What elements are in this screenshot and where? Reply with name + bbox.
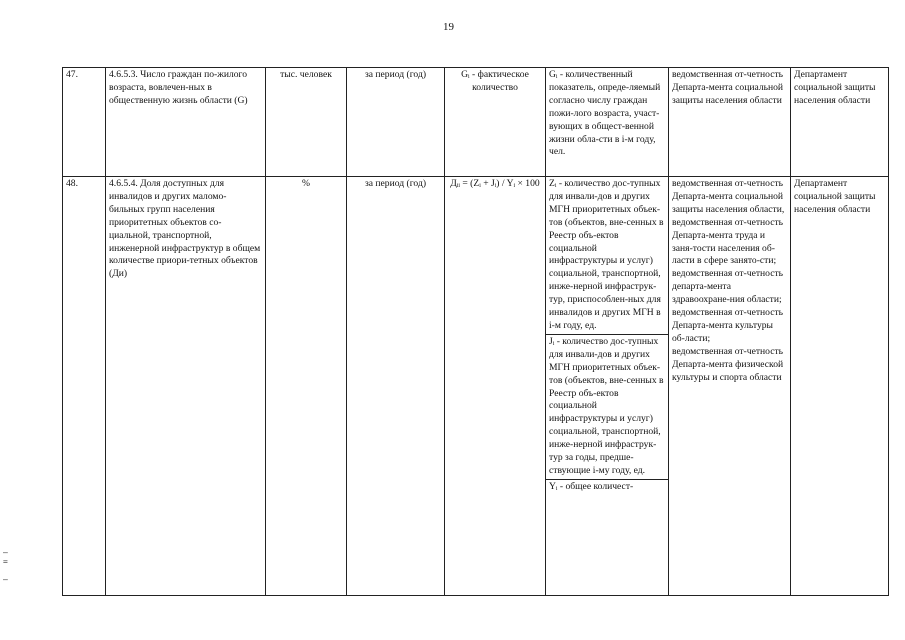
table-row — [63, 177, 889, 596]
row-number: 47. — [63, 68, 106, 177]
row-number: 48. — [63, 177, 106, 596]
period: за период (год) — [347, 177, 445, 596]
data-source: ведомственная от-четность Департа-мента социальной защиты населения области — [669, 68, 791, 177]
formula: Дᵢᵢ = (Zᵢ + Jᵢ) / Yᵢ × 100 — [445, 177, 546, 596]
variables-description: Gᵢ - количественный показатель, опреде-ляемый согласно числу граждан пожи-лого возраста, участ-вующих в общест-венной жизни обла-сти в i-м году, чел. — [546, 68, 669, 177]
source-part: ведомственная от-четность Департа-мента культуры об-ласти; — [672, 307, 784, 344]
indicator-name: 4.6.5.3. Число граждан по-жилого возраста, вовлечен-ных в общественную жизнь области (G) — [106, 68, 266, 177]
table-row — [63, 68, 889, 177]
unit-of-measure: % — [266, 177, 347, 596]
unit-of-measure: тыс. человек — [266, 68, 347, 177]
indicators-table — [62, 67, 889, 596]
data-source — [669, 177, 791, 596]
indicator-name: 4.6.5.4. Доля доступных для инвалидов и других маломо-бильных групп населения приоритетных объектов со-циальной, транспортной, инженерной инфраструктур в общем количестве приори-тетных объектов (Ди) — [106, 177, 266, 596]
period: за период (год) — [347, 68, 445, 177]
variable-y: Yᵢ - общее количест- — [546, 479, 668, 495]
variable-z: Zᵢ - количество дос-тупных для инвали-дов и других МГН приоритетных объек-тов (объектов, вне-сенных в Реестр объ-ектов социальной инфраструктуры и услуг) социальной, транспортной, инже-нерной инфраструк-тур, приспособлен-ных для инвалидов и других МГН в i-м году, ед. — [549, 178, 664, 331]
source-part: ведомственная от-четность департа-мента здравоохране-ния области; — [672, 268, 784, 306]
source-part: ведомственная от-четность Департа-мента физической культуры и спорта области — [672, 345, 784, 383]
variable-j: Jᵢ - количество дос-тупных для инвали-дов и других МГН приоритетных объек-тов (объектов, вне-сенных в Реестр объ-ектов социальной инфраструктуры и услуг) социальной, транспортной, инже-нерной инфраструк-тур за годы, предше-ствующие i-му году, ед. — [546, 334, 668, 479]
responsible-body: Департамент социальной защиты населения области — [791, 177, 889, 596]
margin-marks — [3, 548, 8, 584]
responsible-body: Департамент социальной защиты населения области — [791, 68, 889, 177]
variables-description — [546, 177, 669, 596]
source-part: ведомственная от-четность Департа-мента труда и заня-тости населения об-ласти в сфере занято-сти; — [672, 216, 784, 267]
page-number: 19 — [443, 21, 454, 33]
formula: Gᵢ - фактическое количество — [445, 68, 546, 177]
source-part: ведомственная от-четность Департа-мента социальной защиты населения области, — [672, 178, 785, 215]
margin-mark-glyphs: – = – — [3, 548, 8, 584]
